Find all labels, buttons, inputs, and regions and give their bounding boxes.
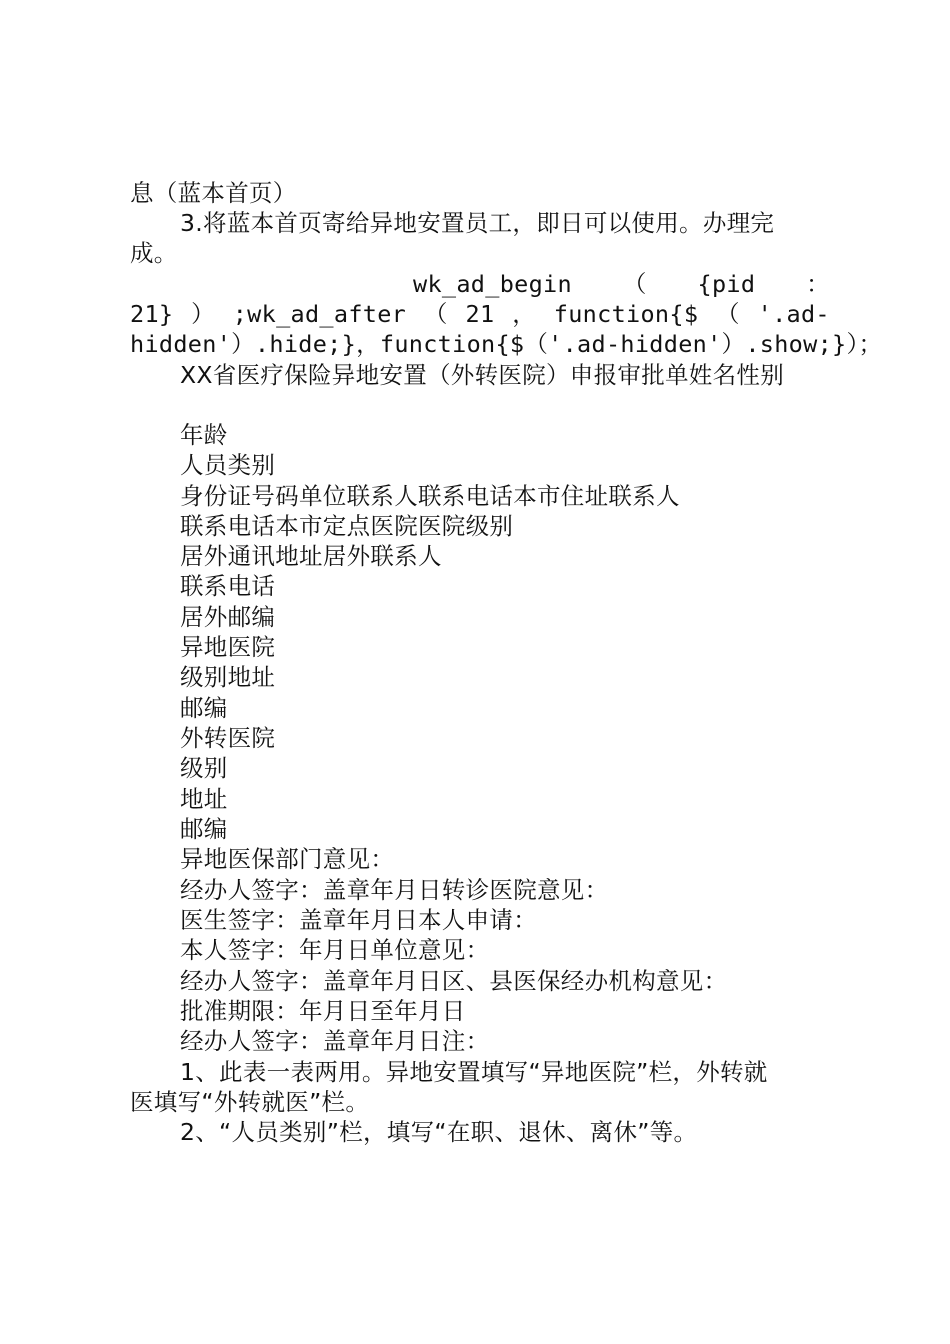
form-field-label: 本人签字：年月日单位意见： bbox=[180, 936, 490, 964]
code-token: '.ad- bbox=[757, 300, 830, 328]
form-field-label: 级别 bbox=[180, 754, 228, 782]
code-token: ） bbox=[191, 300, 215, 328]
form-field-label: 批准期限：年月日至年月日 bbox=[180, 997, 466, 1025]
code-token: 21} bbox=[130, 300, 174, 328]
form-field-label: 居外邮编 bbox=[180, 603, 276, 631]
form-field-label: 医生签字：盖章年月日本人申请： bbox=[180, 906, 537, 934]
form-field-label: 邮编 bbox=[180, 694, 228, 722]
form-field-label: 外转医院 bbox=[180, 724, 276, 752]
form-field-label: 联系电话 bbox=[180, 572, 276, 600]
code-token: ： bbox=[806, 270, 830, 298]
code-token: （ bbox=[423, 300, 448, 328]
form-field-label: 经办人签字：盖章年月日注： bbox=[180, 1027, 490, 1055]
note-line: 医填写“外转就医”栏。 bbox=[130, 1088, 370, 1116]
code-token: ， bbox=[512, 300, 536, 328]
code-line bbox=[413, 269, 830, 299]
code-token: {pid bbox=[697, 270, 756, 298]
form-field-label: 邮编 bbox=[180, 815, 228, 843]
form-field-label: 地址 bbox=[180, 785, 228, 813]
form-field-label: 经办人签字：盖章年月日区、县医保经办机构意见： bbox=[180, 967, 728, 995]
code-line: hidden'）.hide;}，function{$（'.ad-hidden'）.show;}）； bbox=[130, 330, 883, 358]
code-line bbox=[130, 299, 830, 329]
form-field-label: 人员类别 bbox=[180, 451, 276, 479]
text-line: 息（蓝本首页） bbox=[130, 179, 297, 207]
code-token: function{$ bbox=[553, 300, 699, 328]
note-line: 2、“人员类别”栏，填写“在职、退休、离休”等。 bbox=[180, 1118, 698, 1146]
code-token: wk_ad_begin bbox=[413, 270, 572, 298]
form-field-label: 身份证号码单位联系人联系电话本市住址联系人 bbox=[180, 482, 680, 510]
code-token: ;wk_ad_after bbox=[232, 300, 407, 328]
form-field-label: 居外通讯地址居外联系人 bbox=[180, 542, 442, 570]
note-line: 1、此表一表两用。异地安置填写“异地医院”栏，外转就 bbox=[180, 1058, 768, 1086]
form-field-label: 联系电话本市定点医院医院级别 bbox=[180, 512, 514, 540]
form-field-label: 级别地址 bbox=[180, 663, 276, 691]
text-line: 成。 bbox=[130, 239, 178, 267]
text-line: 3.将蓝本首页寄给异地安置员工，即日可以使用。办理完 bbox=[180, 209, 775, 237]
form-field-label: 经办人签字：盖章年月日转诊医院意见： bbox=[180, 876, 609, 904]
form-field-label: 异地医保部门意见： bbox=[180, 845, 395, 873]
code-token: 21 bbox=[465, 300, 495, 328]
code-token: （ bbox=[622, 270, 647, 298]
code-token: （ bbox=[716, 300, 740, 328]
form-field-label: 异地医院 bbox=[180, 633, 276, 661]
form-title: XX省医疗保险异地安置（外转医院）申报审批单姓名性别 bbox=[180, 361, 784, 389]
form-field-label: 年龄 bbox=[180, 421, 228, 449]
